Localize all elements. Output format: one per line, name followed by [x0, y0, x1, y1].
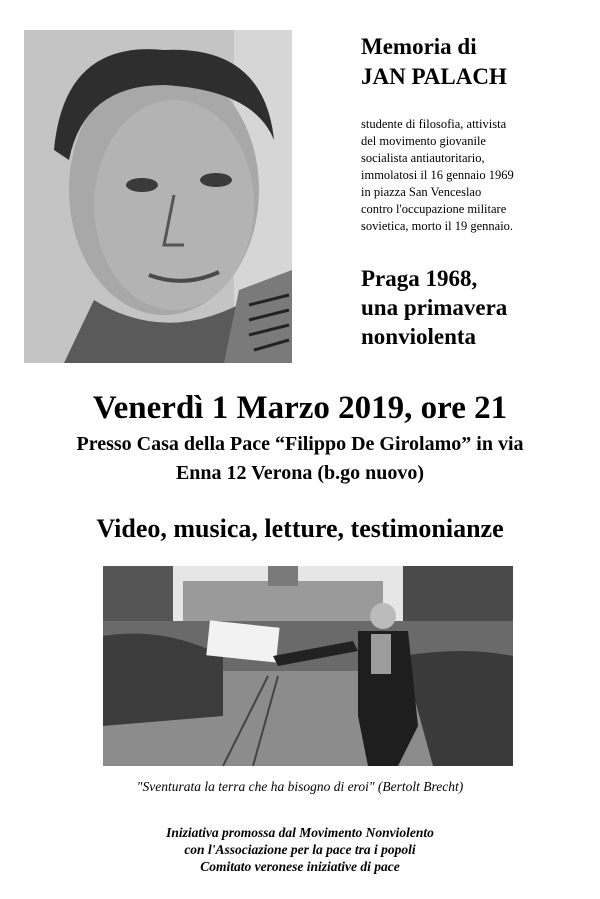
subtitle-line: Praga 1968,	[361, 266, 478, 291]
portrait-photo	[24, 30, 292, 363]
bio-line: del movimento giovanile	[361, 134, 486, 148]
credits-line: con l'Associazione per la pace tra i popoli	[184, 842, 416, 857]
protest-photo	[103, 566, 513, 766]
bio-line: contro l'occupazione militare	[361, 202, 507, 216]
event-program: Video, musica, letture, testimonianze	[96, 514, 504, 543]
brecht-quote: "Sventurata la terra che ha bisogno di eroi" (Bertolt Brecht)	[136, 779, 464, 794]
bio-text	[361, 116, 591, 235]
subtitle-line: una primavera	[361, 295, 508, 320]
credits-line: Iniziativa promossa dal Movimento Nonviolento	[166, 825, 434, 840]
bio-line: socialista antiautoritario,	[361, 151, 485, 165]
venue-line: Enna 12 Verona (b.go nuovo)	[175, 462, 425, 484]
title-name: JAN PALACH	[361, 64, 507, 89]
credits-line: Comitato veronese iniziative di pace	[200, 859, 400, 874]
bio-line: in piazza San Venceslao	[361, 185, 482, 199]
venue-line: Presso Casa della Pace “Filippo De Girolamo” in via	[76, 433, 524, 455]
event-date: Venerdì 1 Marzo 2019, ore 21	[92, 390, 508, 426]
bio-line: studente di filosofia, attivista	[361, 117, 507, 131]
subtitle	[361, 264, 507, 351]
bio-line: sovietica, morto il 19 gennaio.	[361, 219, 514, 233]
event-venue	[0, 430, 600, 488]
bio-line: immolatosi il 16 gennaio 1969	[361, 168, 514, 182]
credits	[0, 824, 600, 875]
title-memoria: Memoria di	[361, 34, 477, 59]
subtitle-line: nonviolenta	[361, 324, 477, 349]
